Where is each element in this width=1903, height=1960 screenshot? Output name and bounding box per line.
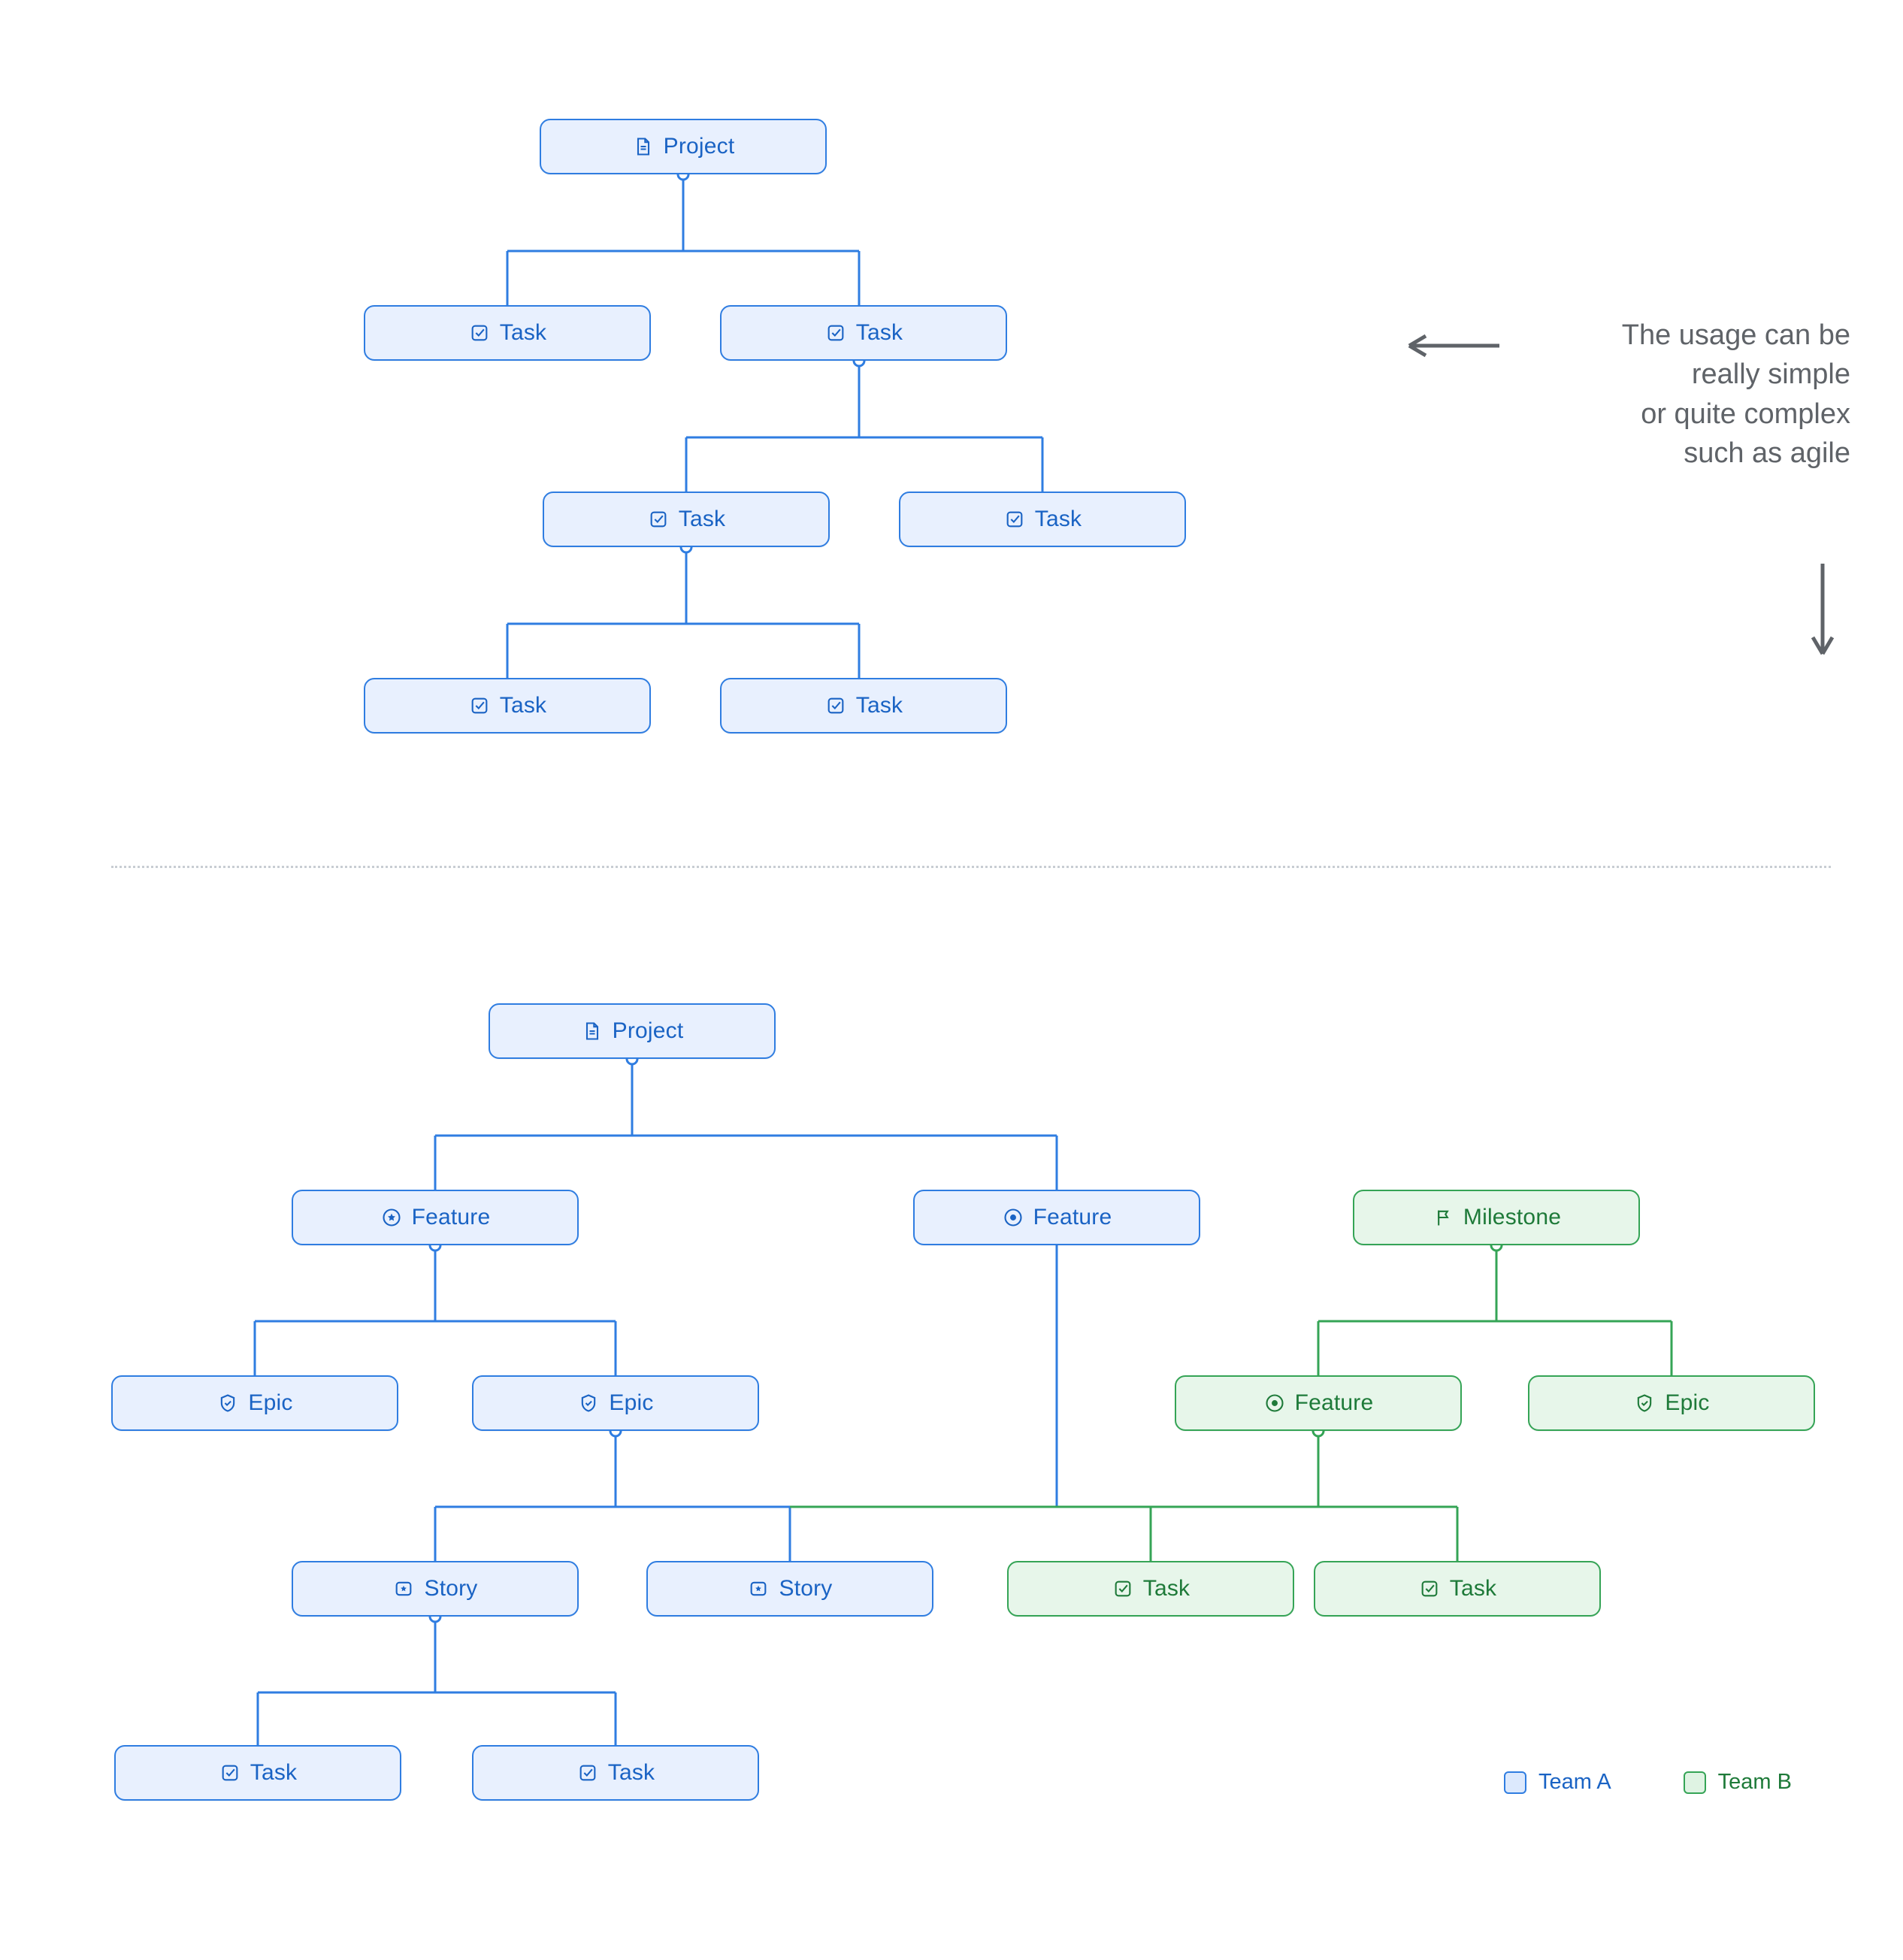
node-label: Task [1034,507,1082,531]
node-task[interactable] [364,305,651,361]
node-project[interactable] [540,119,827,174]
node-label: Project [663,134,735,159]
task-check-icon [1003,508,1026,531]
document-icon [632,135,655,158]
node-epic[interactable] [472,1375,759,1431]
node-feature[interactable] [1175,1375,1462,1431]
node-feature[interactable] [292,1190,579,1245]
node-milestone[interactable] [1353,1190,1640,1245]
node-task[interactable] [364,678,651,733]
annotation-line-4: such as agile [1684,437,1850,470]
flag-icon [1432,1206,1454,1229]
annotation-text [1512,316,1850,473]
node-label: Epic [609,1390,654,1415]
node-label: Feature [1033,1205,1112,1230]
legend-item-team-b [1684,1770,1792,1795]
node-task[interactable] [1314,1561,1601,1617]
document-icon [581,1020,604,1042]
shield-check-icon [1633,1392,1656,1414]
node-project[interactable] [489,1003,776,1059]
story-icon [747,1577,770,1600]
node-task[interactable] [720,305,1007,361]
node-label: Task [1142,1576,1191,1601]
task-check-icon [219,1762,241,1784]
node-label: Feature [411,1205,491,1230]
node-story[interactable] [292,1561,579,1617]
node-task[interactable] [543,492,830,547]
task-check-icon [468,322,491,344]
node-label: Epic [248,1390,293,1415]
task-check-icon [647,508,670,531]
feature-star-icon [380,1206,403,1229]
legend-item-team-a [1504,1770,1611,1795]
node-epic[interactable] [1528,1375,1815,1431]
node-task[interactable] [1007,1561,1294,1617]
task-check-icon [468,694,491,717]
node-task[interactable] [899,492,1186,547]
feature-target-icon [1002,1206,1024,1229]
annotation-line-2: really simple [1691,358,1850,391]
legend-swatch-icon [1684,1771,1706,1794]
task-check-icon [1418,1577,1441,1600]
task-check-icon [1112,1577,1134,1600]
node-task[interactable] [114,1745,401,1801]
legend [1504,1770,1792,1795]
node-task[interactable] [720,678,1007,733]
node-epic[interactable] [111,1375,398,1431]
node-label: Story [779,1576,833,1601]
node-label: Task [678,507,726,531]
node-label: Epic [1665,1390,1710,1415]
annotation-line-1: The usage can be [1621,319,1850,351]
node-feature[interactable] [913,1190,1200,1245]
legend-label: Team A [1538,1770,1611,1794]
node-story[interactable] [646,1561,933,1617]
feature-target-icon [1263,1392,1286,1414]
node-label: Project [612,1018,684,1043]
node-label: Task [855,320,903,345]
node-label: Story [424,1576,478,1601]
task-check-icon [824,322,847,344]
legend-swatch-icon [1504,1771,1526,1794]
task-check-icon [576,1762,599,1784]
node-label: Milestone [1463,1205,1562,1230]
node-label: Feature [1294,1390,1374,1415]
node-label: Task [1449,1576,1497,1601]
shield-check-icon [577,1392,600,1414]
section-divider [111,866,1831,868]
legend-label: Team B [1717,1770,1792,1794]
task-check-icon [824,694,847,717]
node-label: Task [499,320,547,345]
story-icon [392,1577,415,1600]
node-label: Task [855,693,903,718]
shield-check-icon [216,1392,239,1414]
node-label: Task [250,1760,298,1785]
annotation-line-3: or quite complex [1641,398,1850,430]
node-label: Task [607,1760,655,1785]
node-task[interactable] [472,1745,759,1801]
node-label: Task [499,693,547,718]
